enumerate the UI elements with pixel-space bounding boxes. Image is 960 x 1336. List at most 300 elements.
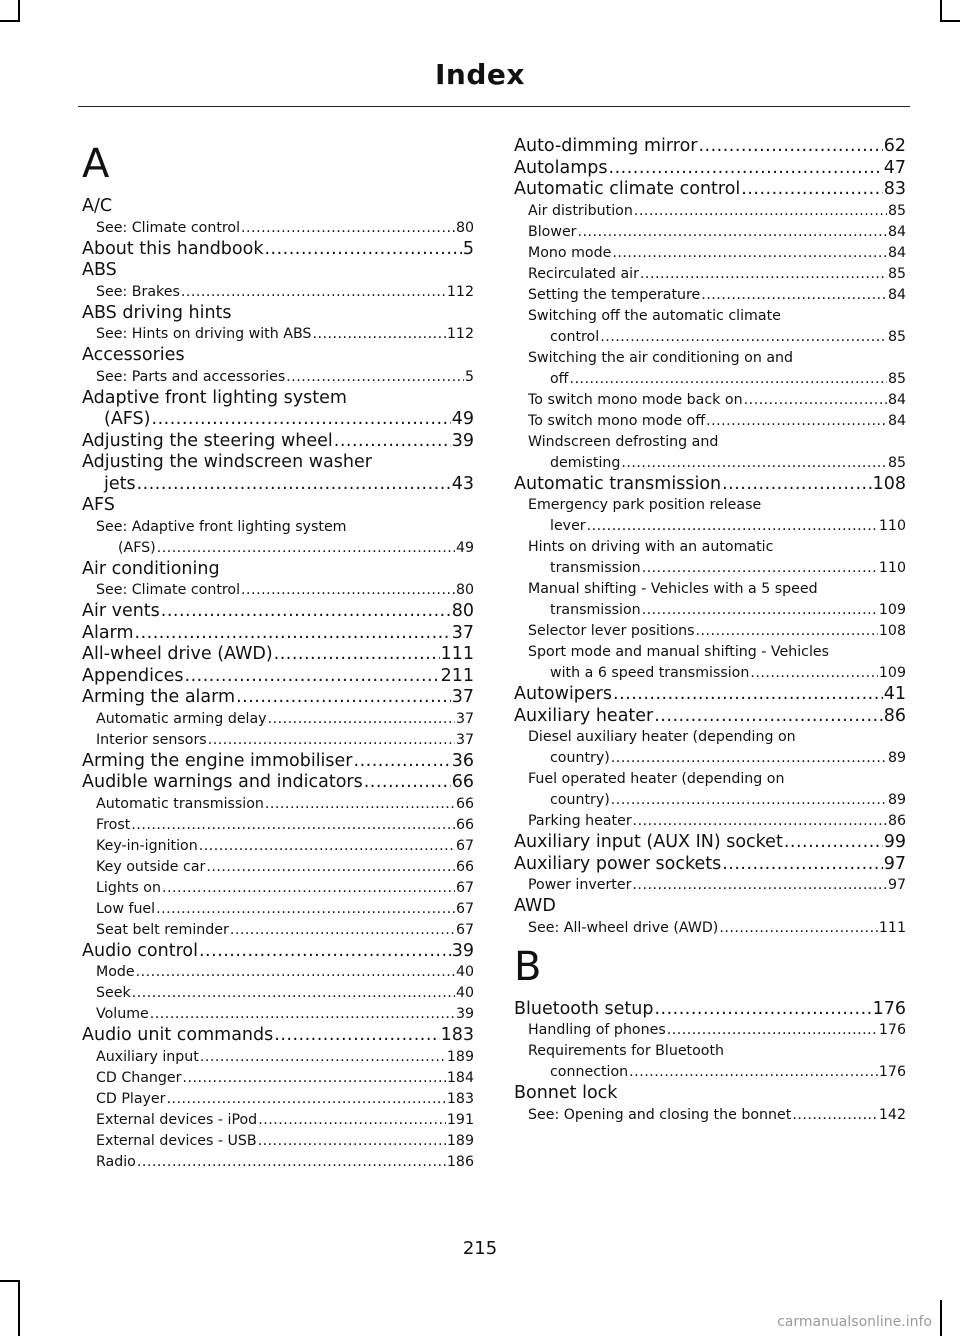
index-subentry[interactable] [82, 1047, 474, 1068]
entry-text: Automatic transmission [514, 473, 722, 494]
index-entry[interactable] [514, 832, 906, 854]
dot-leader [241, 218, 455, 239]
crop-mark-bottom-left-h [0, 1280, 20, 1282]
index-subentry[interactable] [82, 730, 474, 751]
entry-text: See: Opening and closing the bonnet [528, 1106, 792, 1123]
index-entry[interactable] [514, 158, 906, 180]
entry-page-number: 37 [455, 710, 474, 727]
index-subentry[interactable] [82, 857, 474, 878]
index-subentry[interactable] [514, 348, 906, 390]
dot-leader [131, 815, 455, 836]
entry-page-number: 80 [455, 582, 474, 598]
entry-text: Alarm [82, 622, 134, 643]
entry-text: AFS [82, 495, 115, 515]
index-subentry[interactable] [514, 1020, 906, 1041]
dot-leader [569, 369, 886, 390]
entry-text: Air distribution [528, 202, 633, 219]
entry-text: To switch mono mode back on [528, 391, 743, 408]
dot-leader [633, 811, 887, 832]
entry-page-number: 112 [446, 283, 474, 300]
index-entry [514, 1083, 906, 1105]
dot-leader [719, 918, 878, 939]
entry-text: Volume [96, 1006, 149, 1022]
index-entry [82, 303, 474, 325]
index-subentry[interactable] [514, 432, 906, 474]
dot-leader [185, 666, 440, 688]
entry-page-number: 36 [451, 750, 474, 771]
index-entry[interactable] [514, 854, 906, 876]
entry-text: Automatic arming delay [96, 710, 267, 727]
entry-text: Adjusting the steering wheel [82, 430, 333, 451]
index-subentry[interactable] [82, 709, 474, 730]
entry-text: country) [550, 792, 610, 808]
page-number: 215 [462, 1238, 498, 1259]
entry-page-number: 109 [878, 602, 906, 618]
entry-text: See: Brakes [96, 283, 180, 300]
crop-mark-top-right-v [940, 0, 942, 22]
entry-text: Autolamps [514, 157, 608, 178]
dot-leader [136, 962, 455, 983]
dot-leader [750, 663, 878, 684]
dot-leader [706, 411, 887, 432]
index-column-left [82, 136, 474, 1173]
entry-page-number: 110 [878, 518, 906, 534]
entry-page-number: 84 [887, 391, 906, 408]
index-entry[interactable] [82, 452, 474, 495]
page-title: Index [435, 58, 525, 91]
dot-leader [199, 836, 455, 857]
entry-text: Automatic climate control [514, 179, 741, 199]
dot-leader [634, 201, 887, 222]
index-subentry[interactable] [82, 878, 474, 899]
entry-page-number: 39 [451, 940, 474, 961]
index-subentry[interactable] [514, 1041, 906, 1083]
entry-page-number: 89 [887, 792, 906, 808]
crop-mark-bottom-right-v [940, 1300, 942, 1336]
entry-text: External devices - USB [96, 1132, 257, 1149]
dot-leader [157, 538, 455, 559]
entry-text: Accessories [82, 345, 185, 365]
dot-leader [578, 222, 887, 243]
entry-text: Auxiliary power sockets [514, 853, 722, 874]
index-entry[interactable] [514, 179, 906, 201]
entry-text: with a 6 speed transmission [550, 665, 750, 681]
index-subentry[interactable] [514, 579, 906, 621]
dot-leader [161, 601, 451, 623]
entry-page-number: 37 [451, 622, 474, 643]
dot-leader [612, 243, 887, 264]
index-subentry[interactable] [514, 243, 906, 264]
entry-text: Requirements for Bluetooth [528, 1043, 725, 1059]
entry-page-number: 84 [887, 244, 906, 261]
dot-leader [334, 431, 451, 453]
entry-page-number: 109 [878, 665, 906, 681]
entry-text: Parking heater [528, 813, 632, 829]
dot-leader [236, 687, 451, 709]
entry-page-number: 108 [872, 473, 906, 494]
entry-page-number: 189 [446, 1048, 474, 1065]
entry-text: Auto-dimming mirror [514, 136, 698, 156]
index-subentry[interactable] [82, 1089, 474, 1110]
index-subentry[interactable] [514, 264, 906, 285]
dot-leader [722, 854, 883, 876]
index-subentry[interactable] [514, 201, 906, 222]
dot-leader [241, 580, 455, 601]
index-subentry[interactable] [82, 282, 474, 303]
dot-leader [629, 1062, 878, 1083]
dot-leader [667, 1020, 878, 1041]
dot-leader [654, 999, 871, 1021]
entry-page-number: 99 [883, 832, 906, 852]
index-subentry[interactable] [514, 918, 906, 939]
entry-text: demisting [550, 454, 621, 471]
entry-page-number: 41 [883, 684, 906, 704]
entry-text: Fuel operated heater (depending on [528, 771, 785, 787]
entry-page-number: 67 [455, 837, 474, 854]
index-entry [82, 345, 474, 367]
entry-page-number: 62 [883, 136, 906, 156]
index-subentry[interactable] [514, 306, 906, 348]
index-subentry[interactable] [514, 621, 906, 642]
entry-text: External devices - iPod [96, 1111, 258, 1128]
entry-text: Audio control [82, 940, 198, 961]
entry-text: AWD [514, 896, 556, 916]
index-subentry[interactable] [514, 411, 906, 432]
index-entry[interactable] [82, 941, 474, 963]
entry-text: Bonnet lock [514, 1083, 618, 1103]
index-subentry[interactable] [82, 899, 474, 920]
dot-leader [137, 1152, 446, 1173]
entry-text: Windscreen defrosting and [528, 433, 719, 450]
entry-page-number: 183 [446, 1090, 474, 1107]
index-subentry[interactable] [514, 285, 906, 306]
index-entry[interactable] [82, 388, 474, 431]
dot-leader [587, 516, 878, 537]
entry-page-number: 66 [451, 772, 474, 792]
index-entry [82, 495, 474, 517]
index-entry[interactable] [514, 474, 906, 496]
index-entry[interactable] [514, 684, 906, 706]
dot-leader [642, 558, 878, 579]
section-letter: A [82, 141, 110, 187]
index-subentry[interactable] [82, 815, 474, 836]
entry-text: lever [550, 518, 586, 534]
index-entry[interactable] [82, 687, 474, 709]
index-subentry[interactable] [82, 1110, 474, 1131]
entry-page-number: 37 [455, 731, 474, 748]
entry-page-number: 97 [887, 877, 906, 893]
entry-text: A/C [82, 196, 113, 216]
index-subentry[interactable] [82, 1068, 474, 1089]
crop-mark-top-left-v [18, 0, 20, 22]
dot-leader [137, 474, 451, 496]
index-entry[interactable] [82, 644, 474, 666]
entry-text: Switching the air conditioning on and [528, 349, 794, 366]
dot-leader [181, 282, 446, 303]
dot-leader [167, 1089, 446, 1110]
entry-page-number: 85 [887, 454, 906, 471]
entry-text: Blower [528, 223, 577, 240]
index-subentry[interactable] [82, 218, 474, 239]
index-entry[interactable] [82, 1025, 474, 1047]
entry-page-number: 176 [878, 1022, 906, 1038]
index-entry[interactable] [514, 136, 906, 158]
dot-leader [621, 453, 887, 474]
entry-text: Automatic transmission [96, 795, 264, 812]
entry-text: Setting the temperature [528, 286, 701, 303]
entry-page-number: 67 [455, 921, 474, 938]
dot-leader [150, 1004, 455, 1025]
index-entry[interactable] [82, 601, 474, 623]
entry-text: Switching off the automatic climate [528, 307, 781, 324]
index-subentry[interactable] [82, 920, 474, 941]
dot-leader [132, 983, 455, 1004]
entry-text: Lights on [96, 879, 161, 896]
entry-text: Auxiliary input (AUX IN) socket [514, 832, 783, 852]
header-divider [78, 106, 910, 107]
index-subentry[interactable] [82, 836, 474, 857]
entry-page-number: 184 [446, 1069, 474, 1086]
entry-text: jets [104, 473, 136, 494]
index-subentry[interactable] [82, 367, 474, 388]
entry-page-number: 86 [887, 813, 906, 829]
index-subentry[interactable] [82, 324, 474, 345]
index-subentry[interactable] [82, 1152, 474, 1173]
entry-text: Selector lever positions [528, 623, 695, 639]
dot-leader [701, 285, 887, 306]
entry-text: Emergency park position release [528, 497, 762, 513]
entry-page-number: 112 [446, 326, 474, 342]
dot-leader [744, 390, 887, 411]
dot-leader [230, 920, 455, 941]
index-subentry[interactable] [82, 580, 474, 601]
entry-text: transmission [550, 602, 641, 618]
entry-page-number: 85 [887, 202, 906, 219]
dot-leader [364, 772, 451, 794]
entry-text: CD Player [96, 1090, 166, 1107]
index-column-right [514, 136, 906, 1126]
index-entry[interactable] [82, 431, 474, 453]
entry-page-number: 80 [455, 219, 474, 236]
dot-leader [274, 644, 440, 666]
index-subentry[interactable] [514, 769, 906, 811]
index-subentry[interactable] [514, 642, 906, 684]
entry-page-number: 85 [887, 265, 906, 282]
dot-leader [792, 1105, 878, 1126]
dot-leader [183, 1068, 446, 1089]
index-entry[interactable] [82, 772, 474, 794]
index-subentry[interactable] [514, 1105, 906, 1126]
entry-text: Auxiliary input [96, 1048, 199, 1065]
dot-leader [600, 327, 887, 348]
entry-text: Power inverter [528, 877, 632, 893]
entry-page-number: 43 [451, 473, 474, 494]
index-entry[interactable] [82, 239, 474, 261]
entry-page-number: 80 [451, 601, 474, 621]
index-entry[interactable] [514, 706, 906, 728]
entry-page-number: 66 [455, 816, 474, 833]
entry-page-number: 47 [883, 157, 906, 178]
entry-text: Key-in-ignition [96, 837, 198, 854]
entry-text: transmission [550, 560, 641, 576]
entry-text: Arming the engine immobiliser [82, 750, 353, 771]
index-entry[interactable] [82, 623, 474, 645]
entry-text: Audible warnings and indicators [82, 772, 363, 792]
entry-text: connection [550, 1064, 629, 1080]
entry-page-number: 67 [455, 900, 474, 917]
entry-text: Mode [96, 964, 135, 980]
entry-page-number: 37 [451, 687, 474, 707]
index-subentry[interactable] [82, 794, 474, 815]
entry-text: See: Hints on driving with ABS [96, 326, 312, 342]
entry-page-number: 84 [887, 223, 906, 240]
index-subentry[interactable] [82, 517, 474, 559]
dot-leader [741, 179, 882, 201]
entry-text: ABS [82, 260, 117, 280]
index-subentry[interactable] [82, 1004, 474, 1025]
dot-leader [199, 941, 451, 963]
index-subentry[interactable] [514, 495, 906, 537]
entry-text: See: Adaptive front lighting system [96, 518, 347, 535]
entry-page-number: 176 [872, 998, 906, 1019]
dot-leader [258, 1110, 446, 1131]
entry-text: Auxiliary heater [514, 705, 654, 726]
dot-leader [722, 474, 871, 496]
entry-text: Adaptive front lighting system [82, 387, 347, 408]
index-subentry[interactable] [514, 811, 906, 832]
crop-mark-bottom-left-v [18, 1280, 20, 1336]
entry-text: About this handbook [82, 238, 264, 259]
entry-page-number: 40 [455, 964, 474, 980]
entry-text: Recirculated air [528, 265, 639, 282]
entry-text: ABS driving hints [82, 302, 232, 323]
entry-page-number: 111 [878, 919, 906, 936]
entry-page-number: 66 [455, 858, 474, 875]
entry-page-number: 66 [455, 795, 474, 812]
entry-page-number: 49 [455, 539, 474, 556]
dot-leader [162, 878, 455, 899]
entry-text: Autowipers [514, 684, 612, 704]
entry-text: Handling of phones [528, 1022, 666, 1038]
entry-text: Audio unit commands [82, 1025, 274, 1045]
entry-text: Air conditioning [82, 558, 220, 579]
entry-page-number: 85 [887, 328, 906, 345]
entry-page-number: 83 [883, 179, 906, 199]
entry-text: Appendices [82, 665, 184, 686]
entry-text: Mono mode [528, 244, 612, 261]
entry-page-number: 39 [451, 430, 474, 451]
entry-text: Frost [96, 816, 131, 833]
entry-page-number: 86 [883, 705, 906, 726]
entry-page-number: 176 [878, 1064, 906, 1080]
dot-leader [312, 324, 445, 345]
entry-page-number: 97 [883, 853, 906, 874]
watermark-text: carmanualsonline.info [777, 1314, 932, 1330]
index-subentry[interactable] [514, 222, 906, 243]
dot-leader [642, 600, 878, 621]
dot-leader [268, 709, 455, 730]
index-subentry[interactable] [514, 875, 906, 896]
dot-leader [156, 899, 455, 920]
entry-page-number: 183 [440, 1025, 474, 1045]
index-subentry[interactable] [514, 727, 906, 769]
dot-leader [698, 136, 882, 158]
index-entry[interactable] [82, 666, 474, 688]
entry-text: Adjusting the windscreen washer [82, 452, 372, 472]
entry-text: Key outside car [96, 858, 206, 875]
dot-leader [354, 751, 451, 773]
entry-text: Diesel auxiliary heater (depending on [528, 729, 796, 745]
entry-page-number: 5 [464, 368, 474, 385]
index-subentry[interactable] [514, 390, 906, 411]
dot-leader [135, 623, 451, 645]
dot-leader [274, 1025, 439, 1047]
index-entry[interactable] [514, 999, 906, 1021]
entry-text: See: Climate control [96, 582, 241, 598]
entry-text: Seat belt reminder [96, 921, 229, 938]
dot-leader [784, 832, 883, 854]
entry-page-number: 189 [446, 1132, 474, 1149]
dot-leader [286, 367, 464, 388]
section-letter: B [514, 943, 542, 990]
index-subentry[interactable] [82, 1131, 474, 1152]
index-entry [514, 896, 906, 918]
entry-text: (AFS) [104, 409, 151, 429]
entry-text: See: Climate control [96, 219, 241, 236]
entry-page-number: 84 [887, 412, 906, 429]
entry-text: Sport mode and manual shifting - Vehicles [528, 644, 830, 660]
index-subentry[interactable] [82, 983, 474, 1004]
index-entry [82, 196, 474, 218]
index-entry[interactable] [82, 751, 474, 773]
entry-page-number: 108 [878, 623, 906, 639]
entry-page-number: 67 [455, 879, 474, 896]
crop-mark-top-left-h [0, 20, 20, 22]
entry-page-number: 40 [455, 985, 474, 1001]
entry-page-number: 111 [440, 644, 474, 664]
index-subentry[interactable] [82, 962, 474, 983]
entry-text: Arming the alarm [82, 687, 236, 707]
entry-text: Interior sensors [96, 731, 207, 748]
entry-page-number: 186 [446, 1153, 474, 1170]
entry-text: Hints on driving with an automatic [528, 539, 774, 555]
dot-leader [640, 264, 887, 285]
entry-page-number: 142 [878, 1106, 906, 1123]
entry-text: See: Parts and accessories [96, 368, 286, 385]
dot-leader [208, 730, 455, 751]
dot-leader [265, 794, 455, 815]
entry-text: Air vents [82, 601, 160, 621]
dot-leader [264, 239, 461, 261]
entry-text: Radio [96, 1153, 136, 1170]
entry-text: CD Changer [96, 1069, 182, 1086]
entry-page-number: 191 [446, 1111, 474, 1128]
entry-page-number: 5 [462, 238, 474, 259]
dot-leader [613, 684, 883, 706]
crop-mark-top-right-h [940, 20, 960, 22]
entry-text: off [550, 370, 569, 387]
entry-page-number: 211 [440, 665, 474, 686]
entry-text: Bluetooth setup [514, 998, 654, 1019]
entry-text: Manual shifting - Vehicles with a 5 speed [528, 581, 818, 597]
dot-leader [611, 790, 887, 811]
entry-text: Low fuel [96, 900, 156, 917]
index-entry [82, 260, 474, 282]
entry-page-number: 84 [887, 286, 906, 303]
entry-text: Seek [96, 985, 131, 1001]
index-subentry[interactable] [514, 537, 906, 579]
dot-leader [654, 706, 882, 728]
